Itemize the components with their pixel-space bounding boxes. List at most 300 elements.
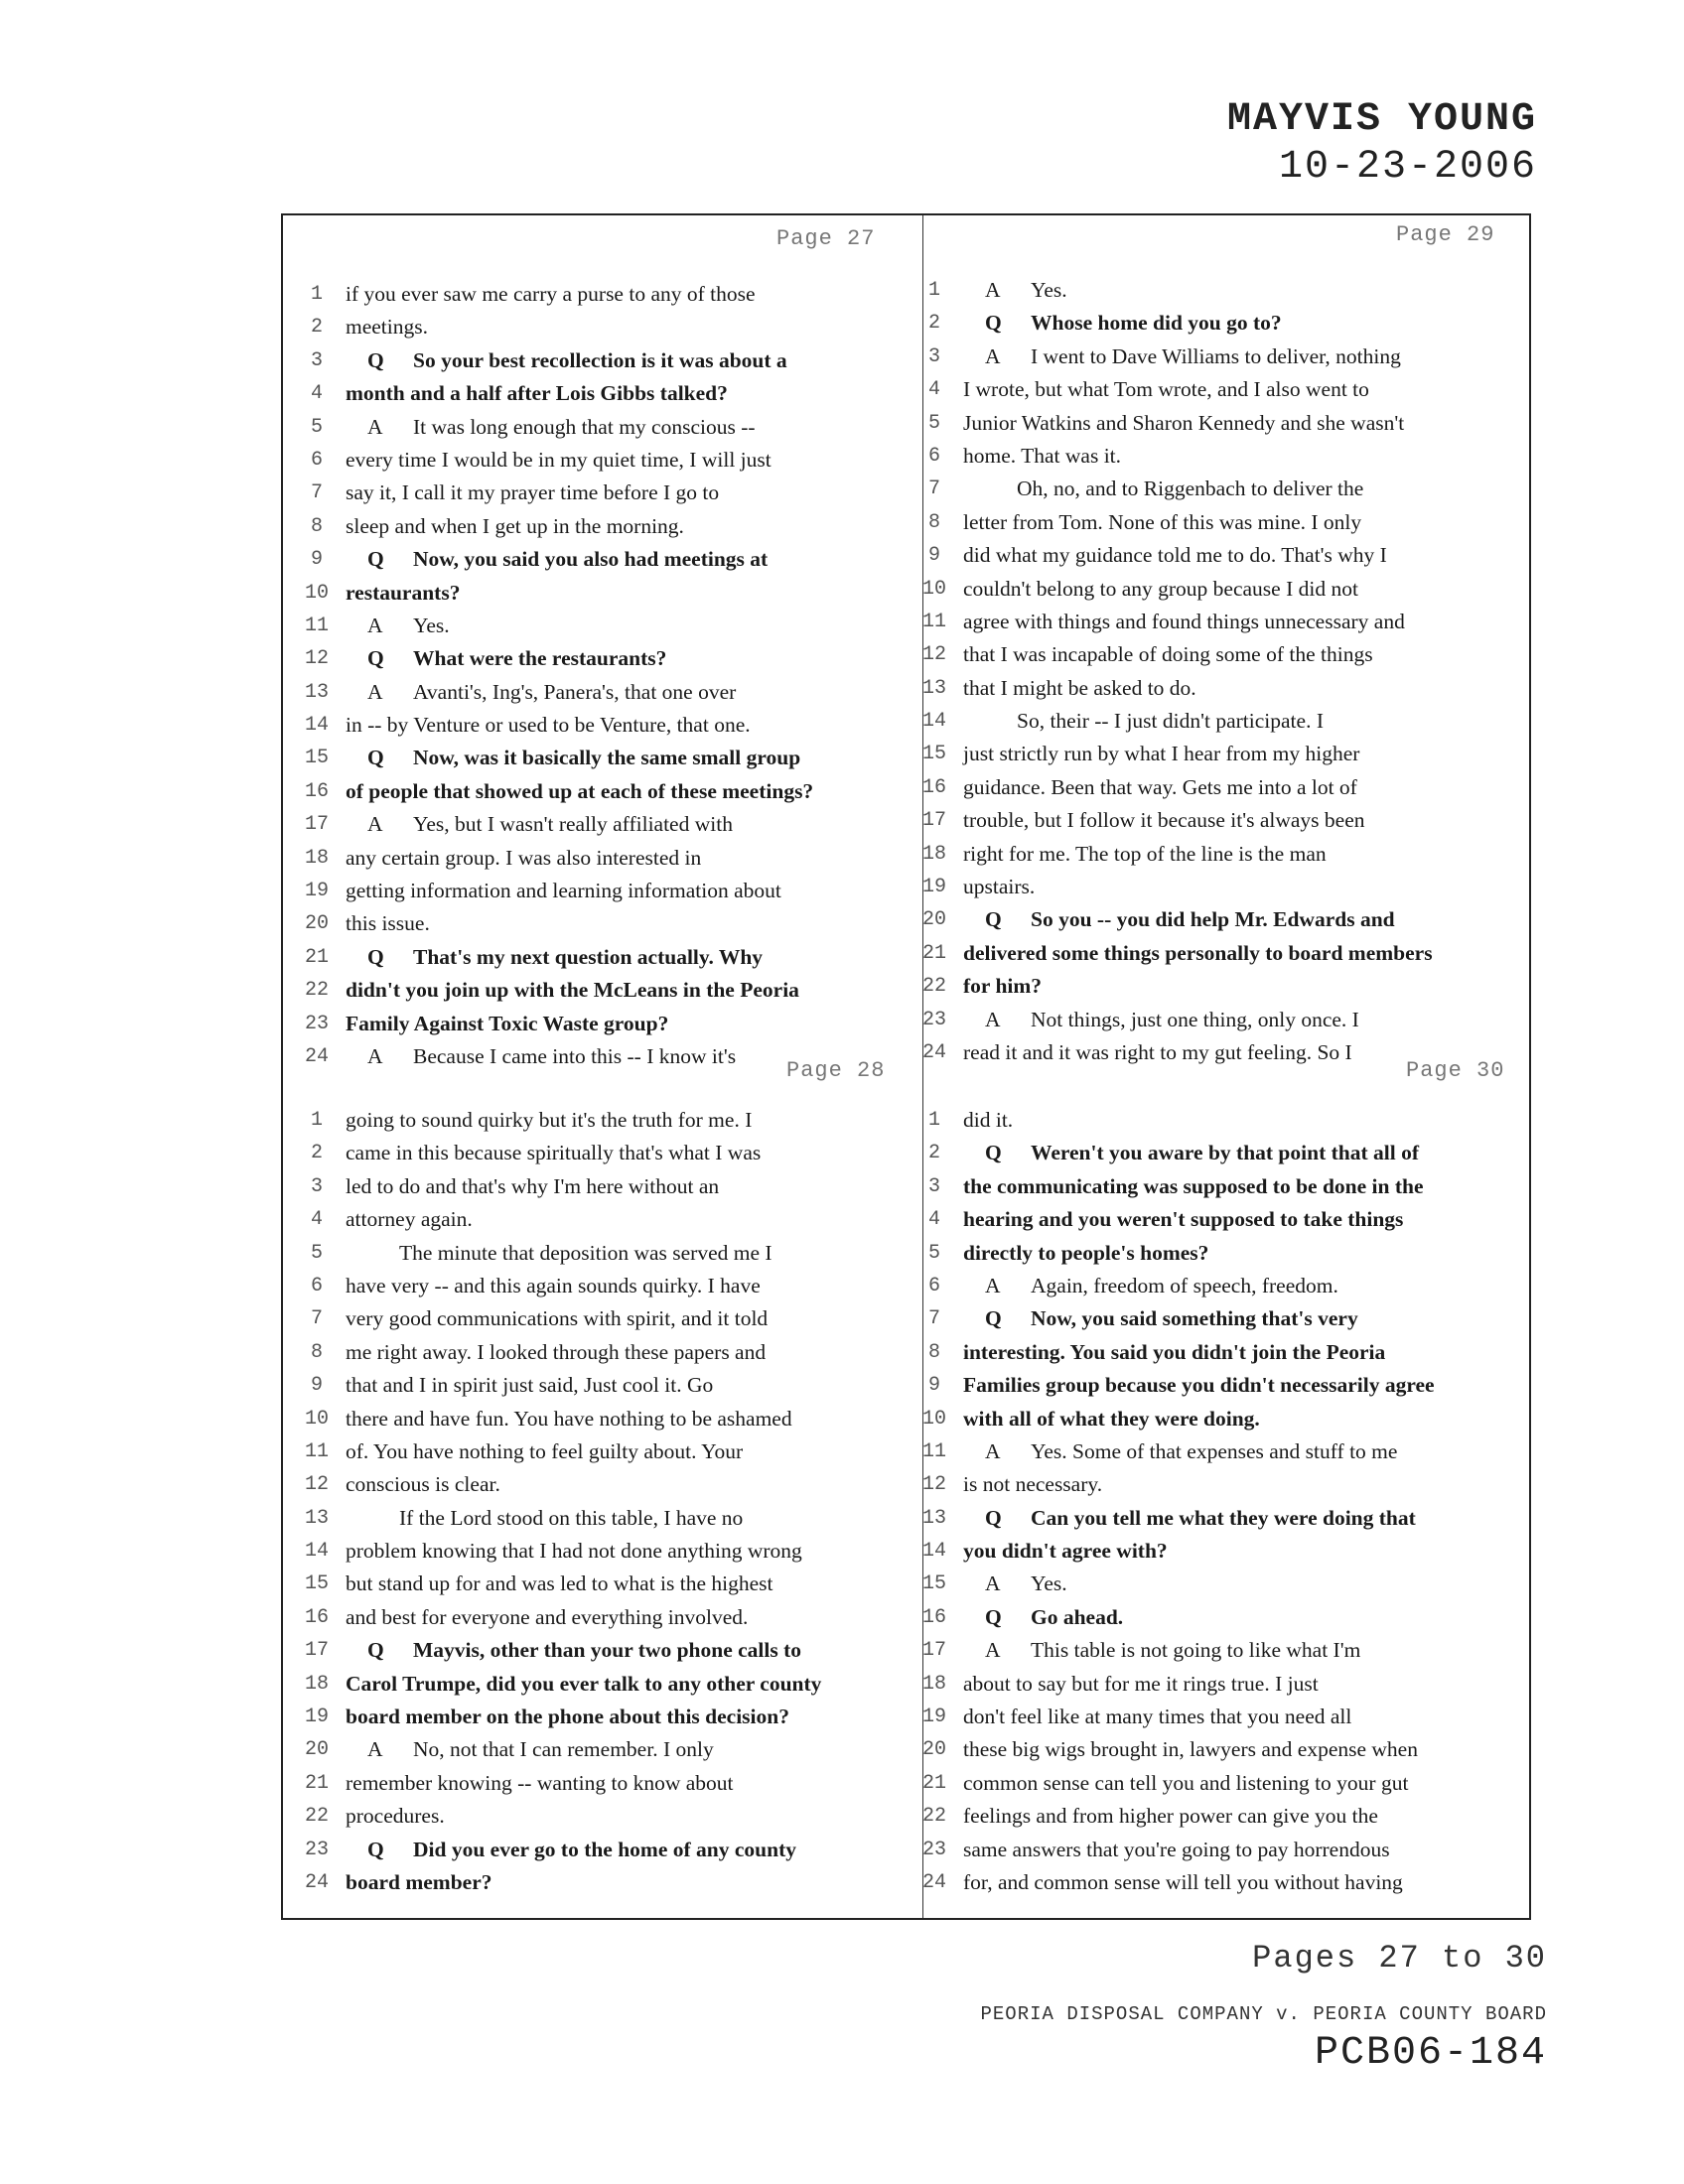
line-number: 23 [921,1008,946,1031]
transcript-line [302,1008,917,1040]
transcript-line [919,970,1535,1003]
transcript-line [919,1601,1535,1634]
line-content: So your best recollection is it was about a [413,347,787,372]
answer-marker: A [367,613,383,637]
transcript-line [919,1767,1535,1800]
line-content: conscious is clear. [346,1472,500,1497]
answer-marker: A [985,278,1001,302]
transcript-line [919,1800,1535,1833]
line-content: Yes. [413,613,450,637]
line-content: any certain group. I was also interested in [346,845,702,870]
line-number: 17 [921,809,946,833]
line-content: Junior Watkins and Sharon Kennedy and she wasn't [963,410,1405,435]
transcript-line [919,1237,1535,1270]
line-number: 4 [927,1208,940,1232]
transcript-line [302,1733,917,1766]
question-marker: Q [985,907,1002,932]
line-number: 21 [304,945,329,969]
line-number: 14 [921,1540,946,1564]
question-marker: Q [367,1837,384,1861]
question-marker: Q [367,944,384,969]
transcript-line [919,672,1535,705]
line-text [963,539,1387,572]
line-content: couldn't belong to any group because I did not [963,576,1358,601]
transcript-line [919,539,1535,572]
line-number: 24 [921,1040,946,1064]
line-text [346,1568,773,1600]
line-text [985,1435,1397,1468]
line-text [346,1800,445,1833]
transcript-line [919,1634,1535,1667]
transcript-line [919,1834,1535,1866]
line-text [346,477,719,509]
line-text [346,1137,761,1169]
line-number: 6 [927,444,940,468]
line-content: upstairs. [963,875,1036,899]
line-text [346,1008,668,1040]
line-number: 6 [927,1274,940,1297]
line-content: Because I came into this -- I know it's [413,1043,737,1068]
line-number: 22 [921,975,946,999]
transcript-line [302,875,917,907]
transcript-line [302,411,917,444]
line-text [985,1634,1360,1667]
transcript-line [302,1866,917,1899]
line-text [346,1701,789,1733]
line-number: 1 [927,279,940,302]
line-text [985,1302,1358,1335]
answer-marker: A [985,1007,1001,1031]
line-content: Again, freedom of speech, freedom. [1031,1273,1338,1297]
line-content: agree with things and found things unnecessary and [963,609,1405,633]
transcript-line [919,838,1535,871]
line-content: Now, was it basically the same small group [413,746,801,770]
line-content: Now, you said you also had meetings at [413,547,769,572]
transcript-line [302,311,917,343]
line-text [346,278,756,311]
line-content: Yes. Some of that expenses and stuff to me [1031,1438,1398,1463]
transcript-line [919,1302,1535,1335]
line-number: 22 [304,1805,329,1829]
deponent-name: MAYVIS YOUNG [1226,97,1537,142]
line-content: with all of what they were doing. [963,1406,1260,1431]
line-content: there and have fun. You have nothing to be ashamed [346,1406,792,1431]
line-text [399,1237,772,1270]
transcript-line [302,1435,917,1468]
line-number: 14 [921,710,946,734]
line-content: I wrote, but what Tom wrote, and I also went to [963,377,1369,402]
line-number: 1 [310,1109,323,1132]
line-text [346,1170,719,1203]
line-number: 4 [927,378,940,402]
answer-marker: A [985,1638,1001,1663]
line-number: 22 [304,979,329,1003]
line-text [963,970,1042,1003]
transcript-line [302,1701,917,1733]
transcript-line [919,1468,1535,1501]
line-number: 18 [304,1672,329,1696]
question-marker: Q [985,1604,1002,1629]
line-content: No, not that I can remember. I only [413,1737,714,1762]
page-number-label: Page 30 [1406,1058,1505,1083]
line-number: 7 [927,1307,940,1331]
line-number: 6 [310,1274,323,1297]
transcript-line [302,1336,917,1369]
line-text [346,577,460,610]
transcript-line [302,1568,917,1600]
line-content: Go ahead. [1031,1604,1124,1629]
line-content: remember knowing -- wanting to know about [346,1770,734,1795]
line-content: Avanti's, Ing's, Panera's, that one over [413,679,737,704]
line-number: 20 [304,912,329,936]
line-content: Oh, no, and to Riggenbach to deliver the [1017,477,1364,501]
line-content: the communicating was supposed to be done in the [963,1173,1424,1198]
line-text [963,1369,1435,1402]
line-content: trouble, but I follow it because it's always been [963,808,1365,833]
transcript-line [302,742,917,774]
line-content: Carol Trumpe, did you ever talk to any other county [346,1671,822,1696]
page-number-label: Page 29 [1396,222,1495,247]
line-number: 5 [927,1241,940,1265]
line-text [346,311,428,343]
transcript-line [919,1403,1535,1435]
line-text [346,1668,821,1701]
line-text [346,1601,748,1634]
line-text [963,1237,1208,1270]
answer-marker: A [985,1438,1001,1463]
transcript-line [302,1403,917,1435]
line-number: 4 [310,382,323,406]
question-marker: Q [985,1306,1002,1331]
line-content: board member? [346,1869,492,1894]
line-content: If the Lord stood on this table, I have no [399,1505,744,1530]
line-number: 10 [304,581,329,605]
line-text [367,543,768,576]
line-text [346,444,772,477]
transcript-line [919,903,1535,936]
transcript-line [919,1336,1535,1369]
line-text [963,771,1357,804]
line-content: is not necessary. [963,1472,1103,1497]
line-number: 15 [921,1572,946,1596]
line-content: that and I in spirit just said, Just cool it. Go [346,1373,714,1398]
transcript-line [302,808,917,841]
line-number: 18 [304,846,329,870]
transcript-line [919,606,1535,638]
line-content: did it. [963,1108,1014,1132]
line-text [985,1270,1338,1302]
line-number: 9 [927,544,940,568]
line-number: 15 [921,743,946,766]
transcript-line [919,1004,1535,1036]
transcript-line [302,1237,917,1270]
line-number: 14 [304,1540,329,1564]
line-number: 2 [310,1142,323,1165]
line-content: these big wigs brought in, lawyers and expense when [963,1737,1418,1762]
question-marker: Q [985,311,1002,336]
line-text [346,377,728,410]
line-number: 8 [310,514,323,538]
transcript-lines [919,1104,1535,1899]
line-content: Weren't you aware by that point that all of [1031,1141,1419,1165]
transcript-line [919,506,1535,539]
deposition-date: 10-23-2006 [1278,145,1537,190]
line-number: 6 [310,448,323,472]
transcript-line [302,1302,917,1335]
line-content: Not things, just one thing, only once. I [1031,1007,1359,1031]
question-marker: Q [985,1505,1002,1530]
line-content: if you ever saw me carry a purse to any of those [346,282,756,306]
line-content: Whose home did you go to? [1031,311,1282,336]
line-content: say it, I call it my prayer time before I go to [346,480,720,505]
transcript-line [919,1104,1535,1137]
transcript-line [302,344,917,377]
line-number: 9 [310,548,323,572]
line-number: 9 [927,1374,940,1398]
line-number: 8 [310,1340,323,1364]
line-content: didn't you join up with the McLeans in the Peoria [346,978,799,1003]
answer-marker: A [367,1043,383,1068]
line-number: 21 [304,1771,329,1795]
line-number: 21 [921,941,946,965]
line-content: restaurants? [346,580,461,605]
line-text [367,808,733,841]
line-number: 7 [310,1307,323,1331]
line-number: 23 [304,1012,329,1035]
line-number: 21 [921,1771,946,1795]
line-number: 20 [921,908,946,932]
line-content: did what my guidance told me to do. That's why I [963,543,1387,568]
line-content: Can you tell me what they were doing that [1031,1505,1416,1530]
line-number: 12 [304,647,329,671]
line-number: 11 [921,610,946,633]
transcript-line [302,642,917,675]
transcript-line [919,705,1535,738]
line-content: led to do and that's why I'm here without an [346,1173,720,1198]
line-text [399,1502,743,1535]
line-text [963,738,1359,770]
line-text [346,1336,766,1369]
line-content: every time I would be in my quiet time, I will just [346,447,772,472]
line-number: 17 [304,813,329,837]
transcript-line [919,1203,1535,1236]
transcript-line [302,775,917,808]
transcript-line [302,974,917,1007]
line-number: 16 [304,1605,329,1629]
transcript-line [302,1203,917,1236]
line-number: 11 [304,1439,329,1463]
line-content: Now, you said something that's very [1031,1306,1358,1331]
line-text [346,510,684,543]
line-text [367,1634,801,1667]
line-content: Yes. [1031,278,1067,302]
line-text [963,1834,1390,1866]
transcript-line [302,842,917,875]
line-content: but stand up for and was led to what is the highest [346,1571,773,1596]
line-text [367,411,756,444]
line-text [963,506,1361,539]
line-text [985,1004,1359,1036]
line-text [346,1767,734,1800]
line-number: 13 [304,1506,329,1530]
line-content: What were the restaurants? [413,646,667,671]
line-number: 16 [921,775,946,799]
line-number: 5 [310,1241,323,1265]
transcript-line [302,1668,917,1701]
transcript-line [302,1535,917,1568]
line-number: 19 [304,1706,329,1729]
transcript-line [919,1170,1535,1203]
transcript-line [919,1435,1535,1468]
line-content: you didn't agree with? [963,1539,1168,1564]
line-text [985,1502,1416,1535]
line-number: 24 [921,1870,946,1894]
transcript-line [302,1270,917,1302]
line-text [1017,473,1363,505]
transcript-line [302,1104,917,1137]
line-text [346,1535,802,1568]
transcript-line [302,1369,917,1402]
line-text [346,1369,713,1402]
transcript-line [302,1834,917,1866]
line-text [963,638,1373,671]
transcript-line [919,1270,1535,1302]
page-number-label: Page 27 [776,226,876,251]
transcript-line [919,871,1535,903]
line-number: 5 [310,415,323,439]
transcript-line [302,1800,917,1833]
line-text [985,274,1067,307]
line-text [346,842,701,875]
transcript-line [919,1568,1535,1600]
line-content: common sense can tell you and listening to your gut [963,1770,1409,1795]
line-text [346,709,751,742]
line-text [963,1170,1424,1203]
line-number: 8 [927,1340,940,1364]
line-text [346,1203,473,1236]
line-number: 12 [304,1473,329,1497]
line-text [963,1468,1102,1501]
line-content: procedures. [346,1804,445,1829]
line-number: 7 [927,478,940,501]
transcript-line [919,1701,1535,1733]
line-text [346,1104,752,1137]
transcript-line [302,907,917,940]
line-content: home. That was it. [963,443,1122,468]
transcript-line [302,278,917,311]
line-number: 13 [921,676,946,700]
line-content: delivered some things personally to board members [963,940,1433,965]
line-number: 1 [927,1109,940,1132]
line-text [346,775,813,808]
answer-marker: A [367,414,383,439]
transcript-line [919,373,1535,406]
line-text [963,937,1433,970]
line-text [367,1834,796,1866]
answer-marker: A [985,343,1001,368]
page-number-label: Page 28 [786,1058,886,1083]
transcript-line [302,1170,917,1203]
line-number: 22 [921,1805,946,1829]
line-number: 13 [304,680,329,704]
line-content: of people that showed up at each of these meetings? [346,778,814,803]
line-content: read it and it was right to my gut feeling. So I [963,1039,1352,1064]
line-number: 4 [310,1208,323,1232]
line-number: 5 [927,411,940,435]
line-text [985,903,1395,936]
line-content: that I might be asked to do. [963,675,1196,700]
transcript-line [919,1733,1535,1766]
line-content: Yes. [1031,1571,1067,1596]
line-content: hearing and you weren't supposed to take things [963,1207,1404,1232]
line-number: 14 [304,714,329,738]
line-content: don't feel like at many times that you need all [963,1705,1352,1729]
line-text [346,1270,761,1302]
transcript-line [919,937,1535,970]
line-content: about to say but for me it rings true. I just [963,1671,1319,1696]
transcript-line [302,477,917,509]
line-number: 10 [304,1407,329,1431]
line-content: feelings and from higher power can give you the [963,1804,1378,1829]
line-text [963,440,1121,473]
line-number: 20 [921,1738,946,1762]
line-text [367,676,736,709]
transcript-line [919,440,1535,473]
line-text [963,871,1035,903]
line-content: Family Against Toxic Waste group? [346,1011,669,1035]
question-marker: Q [985,1141,1002,1165]
line-text [963,1104,1013,1137]
line-number: 3 [927,1174,940,1198]
line-content: letter from Tom. None of this was mine. I only [963,509,1362,534]
line-text [985,307,1282,340]
line-text [963,1036,1352,1069]
line-content: in -- by Venture or used to be Venture, that one. [346,713,751,738]
transcript-line [302,1137,917,1169]
transcript-line [302,1468,917,1501]
line-content: meetings. [346,315,428,340]
line-text [963,1767,1408,1800]
line-number: 3 [310,1174,323,1198]
line-content: The minute that deposition was served me I [399,1240,772,1265]
line-number: 20 [304,1738,329,1762]
line-text [367,1040,736,1073]
case-number: PCB06-184 [1314,2031,1547,2076]
line-content: getting information and learning information about [346,879,781,903]
transcript-line [919,1866,1535,1899]
transcript-lines [302,1104,917,1899]
line-text [963,672,1196,705]
transcript-line [919,274,1535,307]
line-number: 23 [921,1838,946,1861]
line-content: I went to Dave Williams to deliver, nothing [1031,343,1401,368]
transcript-line [919,473,1535,505]
line-text [985,1137,1419,1169]
line-content: going to sound quirky but it's the truth for me. I [346,1108,753,1132]
answer-marker: A [985,1273,1001,1297]
transcript-line [302,1601,917,1634]
line-number: 11 [304,614,329,637]
transcript-line [919,1369,1535,1402]
line-content: came in this because spiritually that's what I was [346,1141,762,1165]
line-number: 2 [927,312,940,336]
line-content: this issue. [346,911,430,936]
transcript-line [302,510,917,543]
line-text [963,1668,1319,1701]
question-marker: Q [367,347,384,372]
line-content: Yes, but I wasn't really affiliated with [413,812,733,837]
transcript-line [302,1502,917,1535]
